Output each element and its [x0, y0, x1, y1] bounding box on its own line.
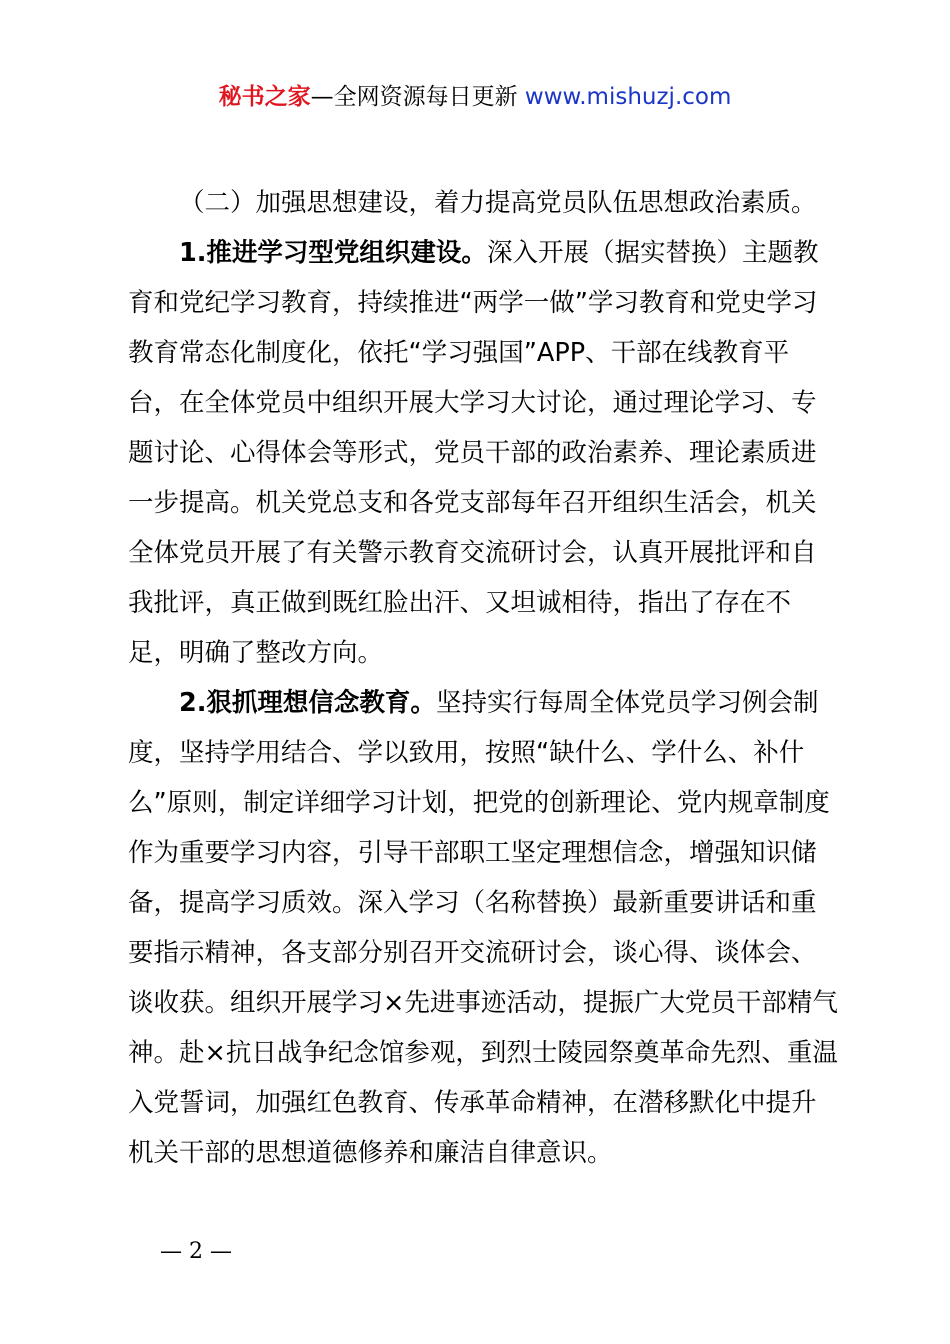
section-heading: （二）加强思想建设，着力提高党员队伍思想政治素质。 — [179, 188, 817, 218]
brand-name: 秘书之家 — [218, 84, 311, 110]
site-header — [0, 82, 950, 112]
paragraph-2-text: 坚持实行每周全体党员学习例会制度，坚持学用结合、学以致用，按照“缺什么、学什么、补什么”原则，制定详细学习计划，把党的创新理论、党内规章制度作为重要学习内容，引导干部职工坚定理想信念，增强知识储备，提高学习质效。深入学习（名称替换）最新重要讲话和重要指示精神，各支部分别召开交流研讨会，谈心得、谈体会、谈收获。组织开展学习×先进事迹活动，提振广大党员干部精气神。赴×抗日战争纪念馆参观，到烈士陵园祭奠革命先烈、重温入党誓词，加强红色教育、传承革命精神，在潜移默化中提升机关干部的思想道德修养和廉洁自律意识。 — [128, 688, 838, 1168]
page-number: — 2 — — [160, 1239, 232, 1264]
paragraph-2 — [128, 678, 838, 1178]
paragraph-1-lead: 1.推进学习型党组织建设。 — [179, 238, 487, 268]
paragraph-2-lead: 2.狠抓理想信念教育。 — [179, 688, 436, 718]
paragraph-1 — [128, 228, 838, 678]
site-url[interactable]: www.mishuzj.com — [517, 84, 732, 110]
paragraph-1-text: 深入开展（据实替换）主题教育和党纪学习教育，持续推进“两学一做”学习教育和党史学习教育常态化制度化，依托“学习强国”APP、干部在线教育平台，在全体党员中组织开展大学习大讨论，通过理论学习、专题讨论、心得体会等形式，党员干部的政治素养、理论素质进一步提高。机关党总支和各党支部每年召开组织生活会，机关全体党员开展了有关警示教育交流研讨会，认真开展批评和自我批评，真正做到既红脸出汗、又坦诚相待，指出了存在不足，明确了整改方向。 — [128, 238, 819, 668]
header-tagline: —全网资源每日更新 — [310, 84, 518, 110]
document-body — [128, 178, 838, 1178]
